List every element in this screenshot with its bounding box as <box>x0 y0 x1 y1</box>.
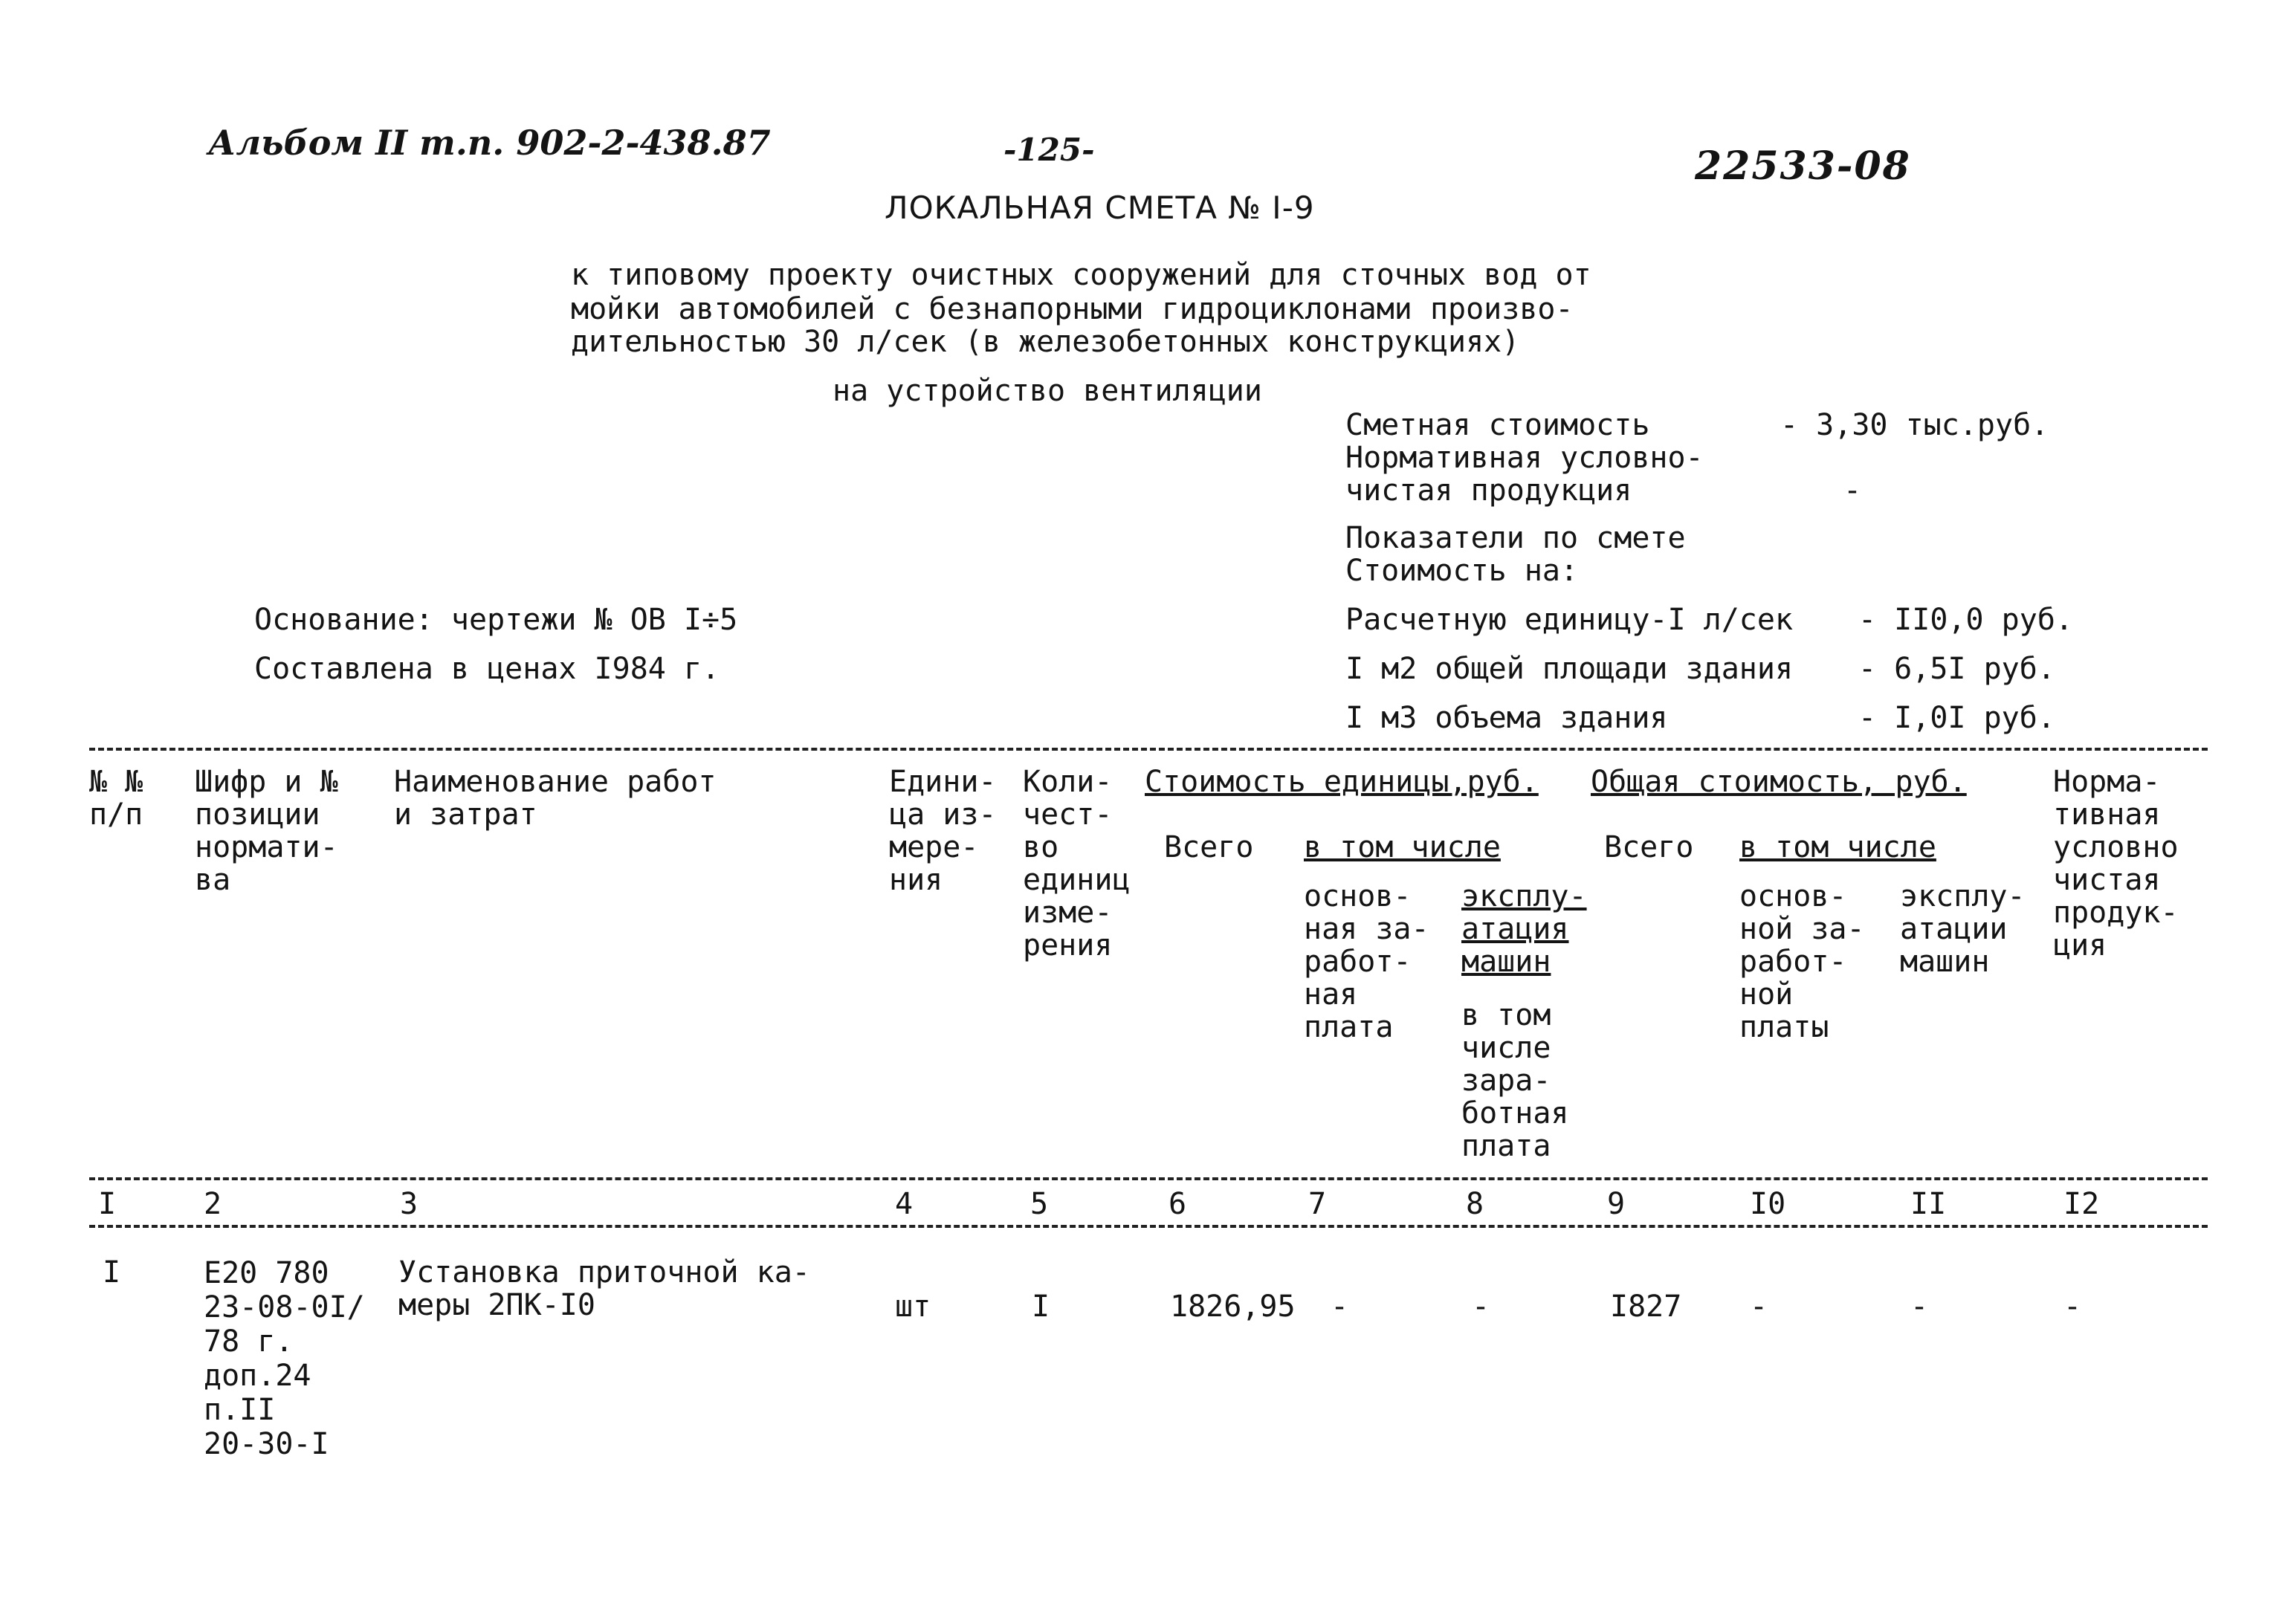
header-unit-machines-wages: в том числе зара- ботная плата <box>1461 998 1569 1163</box>
header-total-including: в том числе <box>1739 830 1936 864</box>
column-number: 4 <box>895 1187 914 1221</box>
row-unit-total: 1826,95 <box>1170 1290 1296 1324</box>
row-total: I827 <box>1610 1290 1682 1324</box>
indicators-label: Показатели по смете <box>1345 521 1686 555</box>
estimate-purpose: на устройство вентиляции <box>833 374 1262 408</box>
cost-label: Сметная стоимость <box>1345 408 1650 442</box>
row-number: I <box>103 1255 121 1290</box>
row-normative-product: - <box>2063 1290 2082 1324</box>
column-number: 3 <box>400 1187 418 1221</box>
header-unit-wages: основ- ная за- работ- ная плата <box>1304 879 1429 1044</box>
column-numbers-top-rule <box>89 1177 2208 1180</box>
column-numbers-bottom-rule <box>89 1225 2208 1228</box>
row-unit-machines: - <box>1472 1290 1490 1324</box>
subtitle-line-3: дительностью 30 л/сек (в железобетонных конструкциях) <box>571 325 1520 359</box>
header-unit-cost-group: Стоимость единицы,руб. <box>1145 765 1539 799</box>
volume-value: - I,0I руб. <box>1858 701 2055 735</box>
header-work-name: Наименование работ и затрат <box>394 765 717 832</box>
column-number: II <box>1910 1187 1947 1221</box>
row-work-name: Установка приточной ка- меры 2ПК-I0 <box>398 1255 810 1322</box>
header-unit: Едини- ца из- мере- ния <box>889 765 997 897</box>
header-unit-including: в том числе <box>1304 830 1501 864</box>
column-number: 5 <box>1030 1187 1049 1221</box>
row-unit: шт <box>895 1290 931 1324</box>
subtitle-line-2: мойки автомобилей с безнапорными гидроциклонами произво- <box>571 292 1574 326</box>
header-quantity: Коли- чест- во единиц изме- рения <box>1023 765 1131 963</box>
document-title: ЛОКАЛЬНАЯ СМЕТА № I-9 <box>885 190 1315 226</box>
header-total-machines: эксплу- атации машин <box>1900 879 2026 979</box>
column-number: I2 <box>2063 1187 2100 1221</box>
volume-label: I м3 объема здания <box>1345 701 1668 735</box>
header-row-number: № № п/п <box>89 765 143 832</box>
basis-drawings: Основание: чертежи № ОВ I÷5 <box>254 603 738 637</box>
area-label: I м2 общей площади здания <box>1345 652 1794 686</box>
unit-value: - II0,0 руб. <box>1858 603 2073 637</box>
column-number: 7 <box>1308 1187 1327 1221</box>
document-code: 22533-08 <box>1695 143 1911 189</box>
cost-value: - 3,30 тыс.руб. <box>1780 408 2049 442</box>
row-norm-code: Е20 780 23-08-0I/ 78 г. доп.24 п.II 20-30-I <box>204 1256 365 1461</box>
row-total-machines: - <box>1910 1290 1929 1324</box>
header-unit-total: Всего <box>1164 830 1254 864</box>
norm-label-1: Нормативная условно- <box>1345 441 1704 475</box>
column-number: I0 <box>1750 1187 1786 1221</box>
album-note: Альбом II т.п. 902-2-438.87 <box>208 123 771 163</box>
header-normative-product: Норма- тивная условно чистая продук- ция <box>2053 765 2179 963</box>
page-number: -125- <box>1003 132 1095 168</box>
norm-value: - <box>1843 473 1862 508</box>
header-total: Всего <box>1604 830 1694 864</box>
header-total-cost-group: Общая стоимость, руб. <box>1591 765 1967 799</box>
norm-label-2: чистая продукция <box>1345 473 1632 508</box>
header-norm-code: Шифр и № позиции нормати- ва <box>195 765 338 897</box>
column-number: 8 <box>1466 1187 1484 1221</box>
unit-label: Расчетную единицу-I л/сек <box>1345 603 1794 637</box>
subtitle-line-1: к типовому проекту очистных сооружений для сточных вод от <box>571 258 1591 292</box>
header-unit-machines: эксплу- атация машин <box>1461 879 1587 979</box>
column-number: 2 <box>204 1187 222 1221</box>
table-top-rule <box>89 748 2208 751</box>
cost-on-label: Стоимость на: <box>1345 554 1579 588</box>
column-number: 9 <box>1607 1187 1626 1221</box>
row-quantity: I <box>1032 1290 1050 1324</box>
basis-prices: Составлена в ценах I984 г. <box>254 652 720 686</box>
column-number: 6 <box>1169 1187 1187 1221</box>
header-total-wages: основ- ной за- работ- ной платы <box>1739 879 1865 1044</box>
row-total-wages: - <box>1750 1290 1768 1324</box>
row-unit-wages: - <box>1331 1290 1349 1324</box>
column-number: I <box>98 1187 117 1221</box>
area-value: - 6,5I руб. <box>1858 652 2055 686</box>
